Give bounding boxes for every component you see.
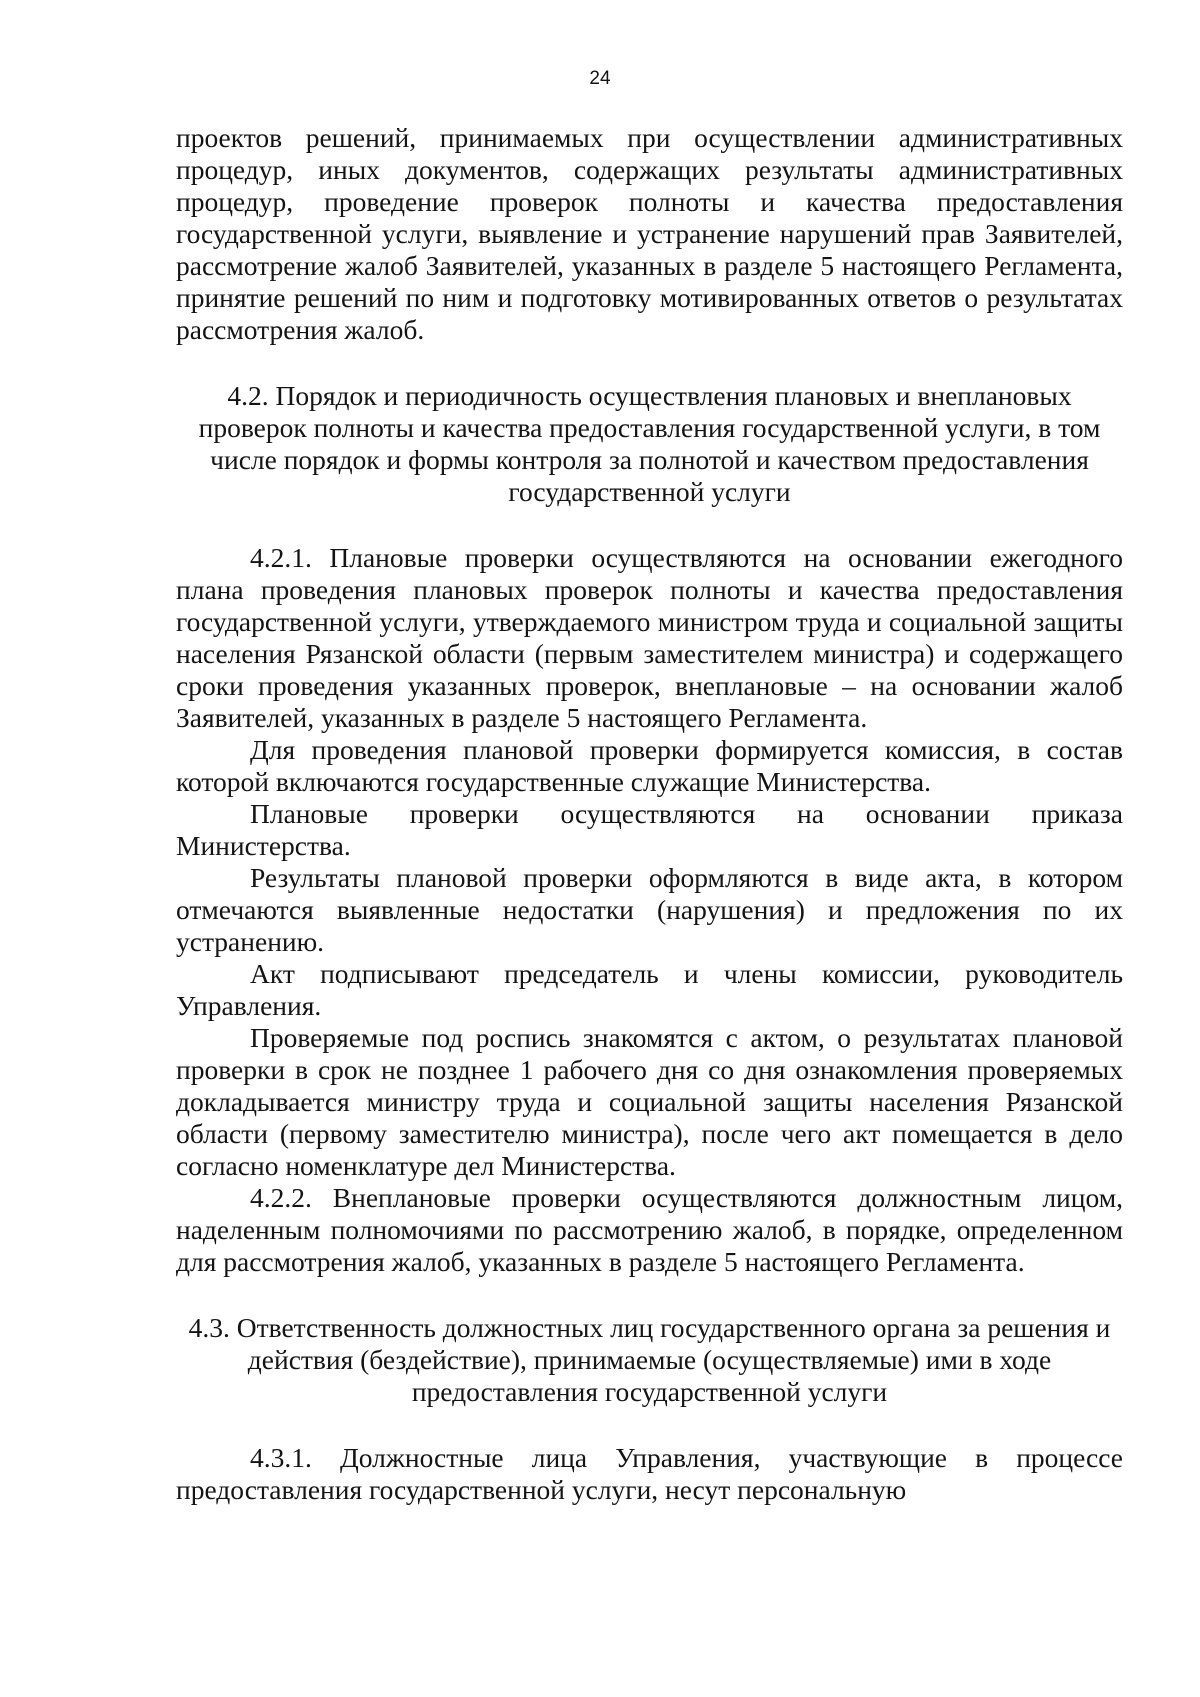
paragraph-order: Плановые проверки осуществляются на основании приказа Министерства. — [176, 798, 1123, 861]
paragraph-4-2-1: 4.2.1. Плановые проверки осуществляются на основании ежегодного плана проведения плановых проверок полноты и качества предоставления государственной услуги, утверждаемого министром труда и социальной защиты населения Рязанской области (первым заместителем министра) и содержащего сроки проведения указанных проверок, внеплановые – на основании жалоб Заявителей, указанных в разделе 5 настоящего Регламента. — [176, 542, 1123, 733]
section-heading-4-3: 4.3. Ответственность должностных лиц государственного органа за решения и действия (бездействие), принимаемые (осуществляемые) ими в ходе предоставления государственной услуги — [188, 1312, 1111, 1407]
paragraph-intro: проектов решений, принимаемых при осуществлении административных процедур, иных документов, содержащих результаты административных процедур, проведение проверок полноты и качества предоставления государственной услуги, выявление и устранение нарушений прав Заявителей, рассмотрение жалоб Заявителей, указанных в разделе 5 настоящего Регламента, принятие решений по ним и подготовку мотивированных ответов о результатах рассмотрения жалоб. — [176, 122, 1123, 345]
paragraph-4-3-1: 4.3.1. Должностные лица Управления, участвующие в процессе предоставления государственной услуги, несут персональную — [176, 1442, 1123, 1505]
paragraph-commission: Для проведения плановой проверки формируется комиссия, в состав которой включаются государственные служащие Министерства. — [176, 734, 1123, 797]
document-body — [176, 122, 1123, 1506]
section-heading-4-2: 4.2. Порядок и периодичность осуществления плановых и внеплановых проверок полноты и качества предоставления государственной услуги, в том числе порядок и формы контроля за полнотой и качеством предоставления государственной услуги — [198, 380, 1101, 507]
paragraph-4-2-2: 4.2.2. Внеплановые проверки осуществляются должностным лицом, наделенным полномочиями по рассмотрению жалоб, в порядке, определенном для рассмотрения жалоб, указанных в разделе 5 настоящего Регламента. — [176, 1182, 1123, 1277]
page-number: 24 — [589, 68, 611, 89]
paragraph-signature: Акт подписывают председатель и члены комиссии, руководитель Управления. — [176, 958, 1123, 1021]
paragraph-results: Результаты плановой проверки оформляются в виде акта, в котором отмечаются выявленные недостатки (нарушения) и предложения по их устранению. — [176, 862, 1123, 957]
paragraph-familiarize: Проверяемые под роспись знакомятся с актом, о результатах плановой проверки в срок не позднее 1 рабочего дня со дня ознакомления проверяемых докладывается министру труда и социальной защиты населения Рязанской области (первому заместителю министра), после чего акт помещается в дело согласно номенклатуре дел Министерства. — [176, 1022, 1123, 1181]
